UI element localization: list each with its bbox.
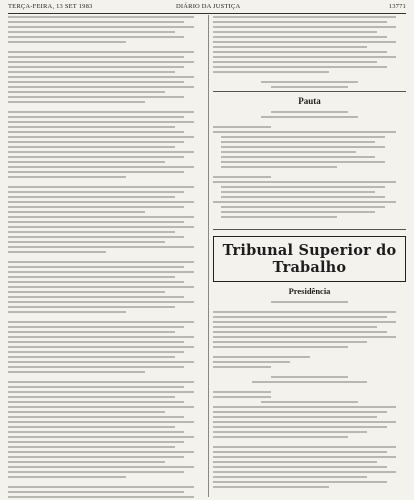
illegible-text-block — [213, 356, 406, 368]
illegible-text-block — [8, 321, 204, 373]
section-rule — [213, 91, 406, 92]
section-heading-pauta: Pauta — [298, 96, 321, 106]
header-page-number: 13771 — [388, 3, 406, 10]
section-rule — [213, 229, 406, 230]
illegible-text-block — [213, 126, 406, 168]
illegible-text-block — [213, 446, 406, 488]
illegible-text-block — [8, 261, 204, 313]
left-column — [8, 16, 204, 498]
illegible-signature-block — [213, 81, 406, 88]
header-publication: DIÁRIO DA JUSTIÇA — [176, 3, 241, 10]
illegible-text-block — [213, 301, 406, 303]
illegible-text-block — [213, 376, 406, 383]
illegible-text-block — [8, 51, 204, 103]
right-column — [213, 16, 406, 498]
masthead-box — [213, 236, 406, 282]
illegible-text-block — [8, 186, 204, 253]
illegible-text-block — [213, 391, 406, 438]
running-header — [8, 3, 406, 13]
illegible-text-block — [8, 381, 204, 478]
illegible-text-block — [213, 111, 406, 118]
illegible-text-block — [8, 486, 204, 498]
header-date: TERÇA-FEIRA, 13 SET 1983 — [8, 3, 93, 10]
column-divider — [208, 15, 209, 497]
court-title: Tribunal Superior do Trabalho — [222, 242, 397, 276]
illegible-text-block — [8, 111, 204, 178]
section-heading-presidencia: Presidência — [288, 286, 331, 296]
illegible-text-block — [213, 176, 406, 218]
illegible-text-block — [213, 311, 406, 348]
header-rule — [8, 13, 406, 14]
illegible-text-block — [213, 16, 406, 73]
illegible-text-block — [8, 16, 204, 43]
